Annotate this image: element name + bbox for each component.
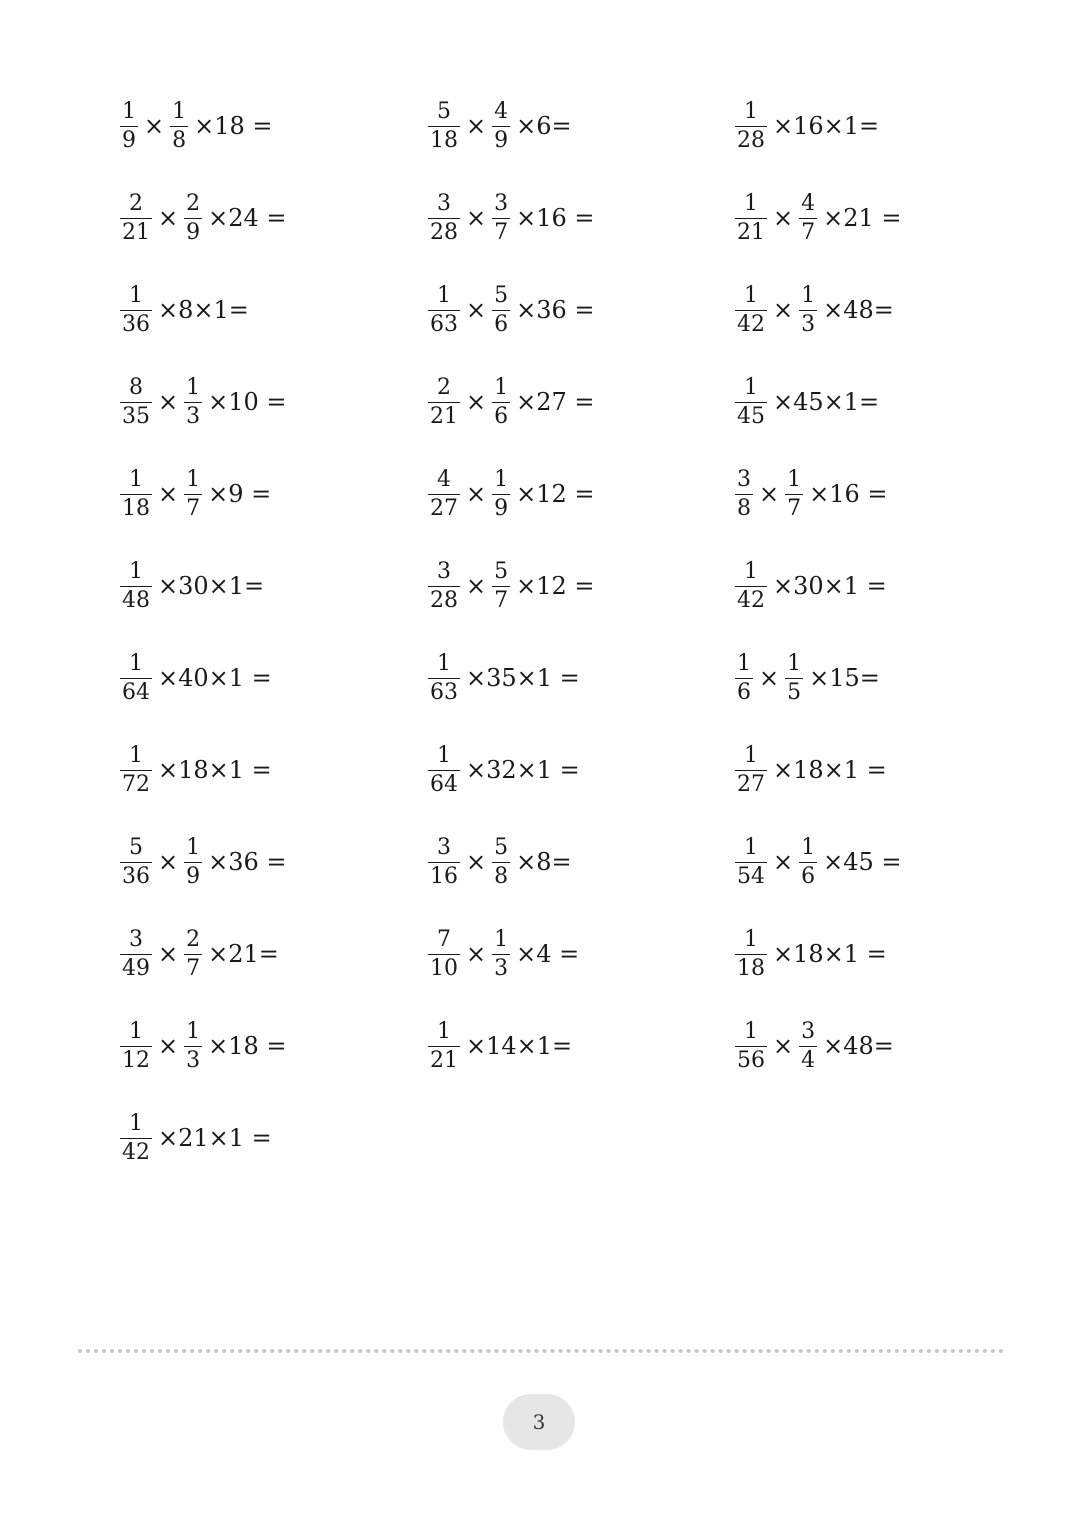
times-sign: × xyxy=(773,1032,794,1060)
fraction-denominator: 7 xyxy=(801,219,816,245)
fraction xyxy=(735,834,767,889)
fraction-numerator: 5 xyxy=(494,834,509,860)
fraction xyxy=(492,834,510,889)
fraction-denominator: 7 xyxy=(186,495,201,521)
fraction-denominator: 7 xyxy=(186,955,201,981)
expression-tail: ×21×1 = xyxy=(158,1124,272,1152)
fraction-denominator: 64 xyxy=(430,771,458,797)
fraction-numerator: 1 xyxy=(494,374,509,400)
fraction-denominator: 3 xyxy=(186,403,201,429)
fraction xyxy=(120,834,152,889)
fraction xyxy=(799,834,817,889)
times-sign: × xyxy=(773,296,794,324)
expression-tail: ×6= xyxy=(516,112,572,140)
expression-tail: ×14×1= xyxy=(466,1032,573,1060)
times-sign: × xyxy=(466,296,487,324)
fraction-denominator: 72 xyxy=(122,771,150,797)
fraction-denominator: 7 xyxy=(494,219,509,245)
problem-item xyxy=(428,370,595,434)
fraction-numerator: 4 xyxy=(437,466,451,492)
fraction-denominator: 36 xyxy=(122,863,150,889)
fraction xyxy=(120,98,138,153)
fraction-numerator: 5 xyxy=(494,282,509,308)
fraction-denominator: 10 xyxy=(430,955,458,981)
expression-tail: ×9 = xyxy=(208,480,272,508)
fraction xyxy=(120,558,152,613)
expression-tail: ×18×1 = xyxy=(773,756,887,784)
problem-item xyxy=(735,186,902,250)
problem-item xyxy=(428,922,579,986)
fraction-denominator: 21 xyxy=(122,219,150,245)
fraction-denominator: 3 xyxy=(186,1047,201,1073)
fraction xyxy=(735,374,767,429)
fraction xyxy=(428,1018,460,1073)
problem-item xyxy=(120,186,287,250)
expression-tail: ×18 = xyxy=(194,112,273,140)
fraction-numerator: 1 xyxy=(744,834,758,860)
fraction-numerator: 1 xyxy=(129,282,143,308)
fraction-numerator: 1 xyxy=(186,834,201,860)
fraction-numerator: 1 xyxy=(186,374,201,400)
problem-item xyxy=(428,646,580,710)
fraction xyxy=(428,466,460,521)
problem-item xyxy=(735,278,894,342)
expression-tail: ×45 = xyxy=(823,848,902,876)
fraction-denominator: 42 xyxy=(737,587,765,613)
fraction xyxy=(428,926,460,981)
times-sign: × xyxy=(466,388,487,416)
fraction-numerator: 1 xyxy=(801,834,816,860)
expression-tail: ×36 = xyxy=(208,848,287,876)
fraction-denominator: 64 xyxy=(122,679,150,705)
fraction xyxy=(492,466,510,521)
fraction xyxy=(735,742,767,797)
fraction-denominator: 36 xyxy=(122,311,150,337)
fraction xyxy=(120,374,152,429)
times-sign: × xyxy=(466,480,487,508)
fraction-numerator: 4 xyxy=(801,190,816,216)
fraction xyxy=(799,1018,817,1073)
page-number: 3 xyxy=(532,1410,546,1434)
fraction-denominator: 9 xyxy=(122,127,136,153)
fraction xyxy=(735,1018,767,1073)
fraction-denominator: 42 xyxy=(122,1139,150,1165)
fraction-numerator: 3 xyxy=(437,558,451,584)
fraction xyxy=(428,742,460,797)
times-sign: × xyxy=(144,112,165,140)
fraction xyxy=(492,374,510,429)
fraction-numerator: 1 xyxy=(744,1018,758,1044)
fraction xyxy=(428,98,460,153)
fraction-denominator: 8 xyxy=(737,495,751,521)
fraction-numerator: 3 xyxy=(737,466,751,492)
times-sign: × xyxy=(158,1032,179,1060)
problem-item xyxy=(735,554,887,618)
problem-item xyxy=(735,922,887,986)
fraction-denominator: 21 xyxy=(737,219,765,245)
fraction-numerator: 1 xyxy=(437,1018,451,1044)
fraction xyxy=(735,650,753,705)
problem-item xyxy=(120,554,264,618)
fraction-numerator: 1 xyxy=(129,558,143,584)
expression-tail: ×36 = xyxy=(516,296,595,324)
fraction-numerator: 1 xyxy=(494,926,509,952)
problem-item xyxy=(428,94,572,158)
times-sign: × xyxy=(466,112,487,140)
fraction-denominator: 56 xyxy=(737,1047,765,1073)
fraction xyxy=(184,1018,202,1073)
expression-tail: ×8×1= xyxy=(158,296,249,324)
times-sign: × xyxy=(466,572,487,600)
problem-item xyxy=(735,646,880,710)
times-sign: × xyxy=(466,940,487,968)
expression-tail: ×48= xyxy=(823,296,894,324)
problem-item xyxy=(120,738,272,802)
fraction xyxy=(120,1018,152,1073)
fraction-numerator: 1 xyxy=(494,466,509,492)
fraction xyxy=(428,282,460,337)
fraction-denominator: 49 xyxy=(122,955,150,981)
fraction-denominator: 8 xyxy=(494,863,509,889)
problem-item xyxy=(735,830,902,894)
fraction xyxy=(170,98,188,153)
fraction-numerator: 1 xyxy=(744,742,758,768)
fraction-numerator: 1 xyxy=(186,466,201,492)
fraction-denominator: 4 xyxy=(801,1047,816,1073)
fraction-numerator: 3 xyxy=(494,190,509,216)
fraction xyxy=(799,190,817,245)
fraction xyxy=(735,98,767,153)
fraction-numerator: 3 xyxy=(437,190,451,216)
problem-item xyxy=(428,1014,572,1078)
problem-item xyxy=(735,370,879,434)
fraction-denominator: 42 xyxy=(737,311,765,337)
fraction-numerator: 4 xyxy=(494,98,509,124)
fraction-denominator: 18 xyxy=(430,127,458,153)
fraction-numerator: 1 xyxy=(129,466,143,492)
expression-tail: ×18 = xyxy=(208,1032,287,1060)
times-sign: × xyxy=(158,848,179,876)
times-sign: × xyxy=(158,204,179,232)
fraction xyxy=(120,190,152,245)
fraction xyxy=(492,558,510,613)
fraction-numerator: 2 xyxy=(437,374,451,400)
fraction xyxy=(428,834,460,889)
fraction-numerator: 1 xyxy=(186,1018,201,1044)
fraction xyxy=(799,282,817,337)
fraction xyxy=(120,926,152,981)
expression-tail: ×21 = xyxy=(823,204,902,232)
fraction-denominator: 5 xyxy=(787,679,802,705)
times-sign: × xyxy=(773,848,794,876)
problem-item xyxy=(428,830,572,894)
expression-tail: ×10 = xyxy=(208,388,287,416)
fraction xyxy=(492,926,510,981)
problem-item xyxy=(120,1106,272,1170)
fraction-denominator: 27 xyxy=(430,495,458,521)
dotted-divider xyxy=(78,1349,1004,1353)
fraction-denominator: 7 xyxy=(494,587,509,613)
fraction-numerator: 1 xyxy=(437,282,451,308)
problem-item xyxy=(120,646,272,710)
fraction xyxy=(735,558,767,613)
fraction-denominator: 9 xyxy=(186,863,201,889)
fraction-denominator: 35 xyxy=(122,403,150,429)
fraction xyxy=(492,282,510,337)
problem-item xyxy=(120,1014,287,1078)
fraction-denominator: 18 xyxy=(122,495,150,521)
problem-item xyxy=(735,94,879,158)
fraction-denominator: 21 xyxy=(430,1047,458,1073)
problem-item xyxy=(120,94,273,158)
expression-tail: ×16×1= xyxy=(773,112,880,140)
fraction-numerator: 7 xyxy=(437,926,451,952)
fraction-numerator: 1 xyxy=(129,650,143,676)
fraction xyxy=(184,834,202,889)
problem-item xyxy=(120,370,287,434)
fraction xyxy=(120,650,152,705)
problem-item xyxy=(120,462,271,526)
fraction xyxy=(785,466,803,521)
fraction xyxy=(735,926,767,981)
fraction xyxy=(735,190,767,245)
fraction-denominator: 63 xyxy=(430,679,458,705)
fraction-numerator: 1 xyxy=(787,650,802,676)
expression-tail: ×12 = xyxy=(516,480,595,508)
fraction-denominator: 63 xyxy=(430,311,458,337)
fraction-denominator: 28 xyxy=(737,127,765,153)
problem-item xyxy=(120,830,287,894)
fraction-denominator: 3 xyxy=(494,955,509,981)
problem-item xyxy=(428,462,595,526)
expression-tail: ×15= xyxy=(809,664,880,692)
fraction-numerator: 1 xyxy=(744,926,758,952)
expression-tail: ×18×1 = xyxy=(773,940,887,968)
expression-tail: ×30×1= xyxy=(158,572,265,600)
fraction xyxy=(428,190,460,245)
fraction-numerator: 2 xyxy=(186,926,201,952)
problem-item xyxy=(428,554,595,618)
expression-tail: ×40×1 = xyxy=(158,664,272,692)
fraction xyxy=(428,374,460,429)
fraction-numerator: 1 xyxy=(744,98,758,124)
expression-tail: ×27 = xyxy=(516,388,595,416)
expression-tail: ×30×1 = xyxy=(773,572,887,600)
fraction-denominator: 54 xyxy=(737,863,765,889)
fraction-numerator: 1 xyxy=(744,374,758,400)
fraction-numerator: 8 xyxy=(129,374,143,400)
fraction xyxy=(120,1110,152,1165)
fraction-numerator: 1 xyxy=(737,650,751,676)
fraction xyxy=(785,650,803,705)
fraction-numerator: 2 xyxy=(129,190,143,216)
expression-tail: ×16 = xyxy=(516,204,595,232)
expression-tail: ×21= xyxy=(208,940,279,968)
fraction-numerator: 1 xyxy=(787,466,802,492)
fraction-numerator: 2 xyxy=(186,190,201,216)
times-sign: × xyxy=(773,204,794,232)
expression-tail: ×18×1 = xyxy=(158,756,272,784)
problem-item xyxy=(120,922,279,986)
fraction xyxy=(184,190,202,245)
times-sign: × xyxy=(759,664,780,692)
fraction-denominator: 18 xyxy=(737,955,765,981)
fraction-denominator: 16 xyxy=(430,863,458,889)
fraction-numerator: 1 xyxy=(129,1018,143,1044)
times-sign: × xyxy=(466,204,487,232)
fraction-denominator: 21 xyxy=(430,403,458,429)
fraction-denominator: 7 xyxy=(787,495,802,521)
fraction-numerator: 3 xyxy=(129,926,143,952)
times-sign: × xyxy=(158,940,179,968)
fraction-denominator: 12 xyxy=(122,1047,150,1073)
fraction-denominator: 6 xyxy=(494,311,509,337)
fraction xyxy=(184,374,202,429)
expression-tail: ×48= xyxy=(823,1032,894,1060)
expression-tail: ×45×1= xyxy=(773,388,880,416)
expression-tail: ×4 = xyxy=(516,940,580,968)
fraction xyxy=(184,926,202,981)
fraction-denominator: 6 xyxy=(801,863,816,889)
fraction-numerator: 5 xyxy=(494,558,509,584)
page-number-badge xyxy=(503,1394,575,1450)
expression-tail: ×8= xyxy=(516,848,572,876)
fraction-denominator: 6 xyxy=(494,403,509,429)
problem-item xyxy=(735,738,887,802)
fraction-denominator: 9 xyxy=(494,495,509,521)
fraction xyxy=(428,558,460,613)
problem-item xyxy=(428,186,595,250)
fraction-numerator: 1 xyxy=(129,1110,143,1136)
fraction xyxy=(735,282,767,337)
times-sign: × xyxy=(759,480,780,508)
expression-tail: ×12 = xyxy=(516,572,595,600)
fraction-denominator: 6 xyxy=(737,679,751,705)
fraction xyxy=(120,466,152,521)
fraction-numerator: 1 xyxy=(744,282,758,308)
times-sign: × xyxy=(158,388,179,416)
times-sign: × xyxy=(158,480,179,508)
fraction-denominator: 3 xyxy=(801,311,816,337)
fraction xyxy=(184,466,202,521)
fraction-denominator: 8 xyxy=(172,127,187,153)
fraction-denominator: 27 xyxy=(737,771,765,797)
fraction-numerator: 1 xyxy=(122,98,136,124)
fraction-numerator: 1 xyxy=(437,650,451,676)
fraction xyxy=(492,98,510,153)
fraction-numerator: 3 xyxy=(801,1018,816,1044)
fraction-numerator: 1 xyxy=(172,98,187,124)
expression-tail: ×16 = xyxy=(809,480,888,508)
fraction-denominator: 28 xyxy=(430,219,458,245)
fraction-numerator: 5 xyxy=(129,834,143,860)
fraction-denominator: 48 xyxy=(122,587,150,613)
expression-tail: ×32×1 = xyxy=(466,756,580,784)
times-sign: × xyxy=(466,848,487,876)
fraction-numerator: 1 xyxy=(801,282,816,308)
problem-item xyxy=(120,278,249,342)
problem-item xyxy=(428,278,595,342)
expression-tail: ×35×1 = xyxy=(466,664,580,692)
fraction xyxy=(428,650,460,705)
fraction-denominator: 9 xyxy=(494,127,509,153)
fraction-numerator: 1 xyxy=(744,190,758,216)
fraction-denominator: 45 xyxy=(737,403,765,429)
problem-item xyxy=(735,462,888,526)
fraction xyxy=(120,282,152,337)
fraction-numerator: 1 xyxy=(437,742,451,768)
expression-tail: ×24 = xyxy=(208,204,287,232)
fraction-numerator: 5 xyxy=(437,98,451,124)
fraction-numerator: 1 xyxy=(129,742,143,768)
fraction-denominator: 9 xyxy=(186,219,201,245)
fraction-numerator: 1 xyxy=(744,558,758,584)
problem-item xyxy=(735,1014,894,1078)
fraction-denominator: 28 xyxy=(430,587,458,613)
fraction xyxy=(735,466,753,521)
fraction xyxy=(120,742,152,797)
fraction-numerator: 3 xyxy=(437,834,451,860)
fraction xyxy=(492,190,510,245)
problem-item xyxy=(428,738,580,802)
